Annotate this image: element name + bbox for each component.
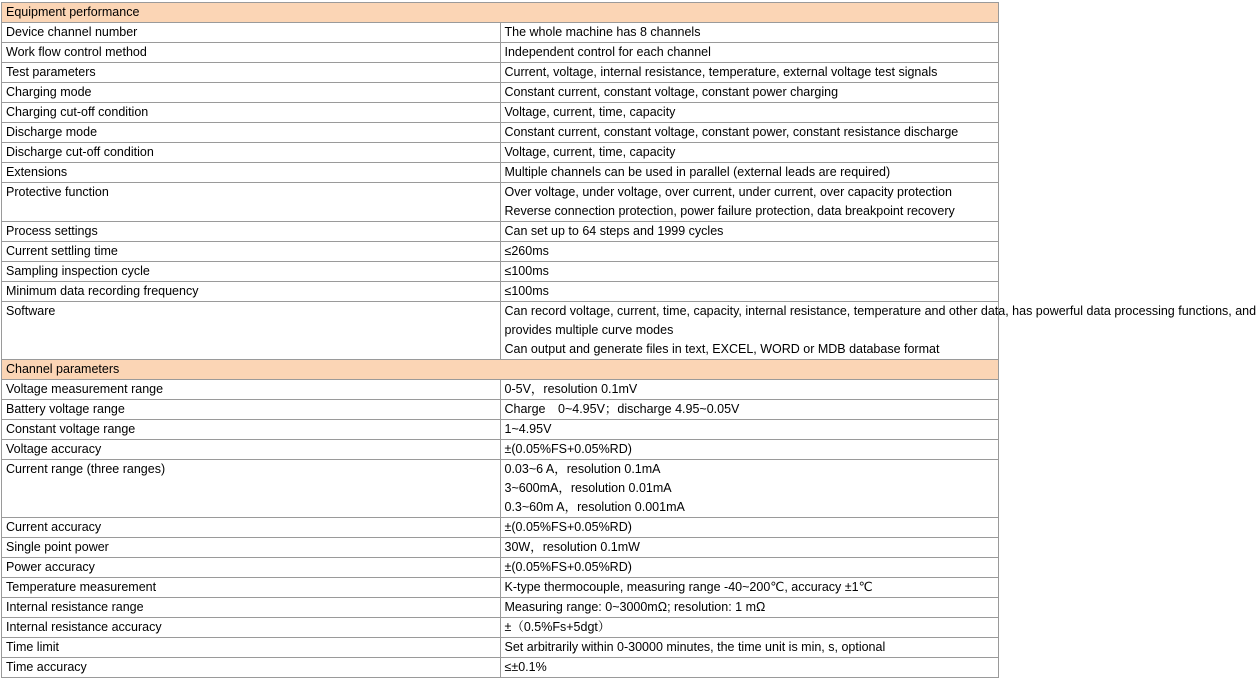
row-label: Device channel number bbox=[2, 23, 501, 43]
row-value bbox=[500, 123, 999, 143]
row-value-line: Voltage, current, time, capacity bbox=[504, 105, 676, 119]
row-value-line: ≤100ms bbox=[504, 284, 549, 298]
row-value-line: Measuring range: 0~3000mΩ; resolution: 1 mΩ bbox=[504, 600, 766, 614]
row-label: Extensions bbox=[2, 163, 501, 183]
row-label: Single point power bbox=[2, 538, 501, 558]
row-label: Minimum data recording frequency bbox=[2, 282, 501, 302]
row-label: Time limit bbox=[2, 638, 501, 658]
row-value bbox=[500, 163, 999, 183]
row-value bbox=[500, 598, 999, 618]
row-value-line: ±（0.5%Fs+5dgt） bbox=[504, 620, 611, 634]
row-value-line: 3~600mA，resolution 0.01mA bbox=[504, 481, 672, 495]
row-value-line: Over voltage, under voltage, over current, under current, over capacity protection bbox=[504, 185, 952, 199]
row-value bbox=[500, 103, 999, 123]
row-value-line: ≤260ms bbox=[504, 244, 549, 258]
row-value-line: Current, voltage, internal resistance, temperature, external voltage test signals bbox=[504, 65, 938, 79]
table-row bbox=[2, 163, 999, 183]
row-value bbox=[500, 538, 999, 558]
spec-table bbox=[1, 2, 1256, 678]
row-value-line: Can record voltage, current, time, capacity, internal resistance, temperature and other data, has powerful data processing functions, and bbox=[504, 304, 1256, 318]
table-row bbox=[2, 143, 999, 163]
row-value bbox=[500, 183, 999, 222]
table-row bbox=[2, 242, 999, 262]
row-value-line: Voltage, current, time, capacity bbox=[504, 145, 676, 159]
row-value-line: ≤100ms bbox=[504, 264, 549, 278]
row-value-line: 1~4.95V bbox=[504, 422, 552, 436]
row-label: Voltage accuracy bbox=[2, 440, 501, 460]
row-value bbox=[500, 83, 999, 103]
section-header-row bbox=[2, 360, 999, 380]
row-value-line: Independent control for each channel bbox=[504, 45, 711, 59]
table-row bbox=[2, 460, 999, 518]
table-row bbox=[2, 282, 999, 302]
row-label: Discharge cut-off condition bbox=[2, 143, 501, 163]
row-value bbox=[500, 143, 999, 163]
table-row bbox=[2, 183, 999, 222]
row-label: Process settings bbox=[2, 222, 501, 242]
row-value bbox=[500, 638, 999, 658]
section-header-row bbox=[2, 3, 999, 23]
row-label: Discharge mode bbox=[2, 123, 501, 143]
row-value bbox=[500, 63, 999, 83]
row-value-line: K-type thermocouple, measuring range -40~200℃, accuracy ±1℃ bbox=[504, 580, 873, 594]
row-value bbox=[500, 23, 999, 43]
row-value-line: Constant current, constant voltage, constant power charging bbox=[504, 85, 839, 99]
row-value bbox=[500, 222, 999, 242]
row-label: Charging cut-off condition bbox=[2, 103, 501, 123]
row-value bbox=[500, 440, 999, 460]
row-value bbox=[500, 558, 999, 578]
row-value bbox=[500, 518, 999, 538]
row-value bbox=[500, 460, 999, 518]
row-value bbox=[500, 578, 999, 598]
row-label: Power accuracy bbox=[2, 558, 501, 578]
row-value-line: Set arbitrarily within 0-30000 minutes, the time unit is min, s, optional bbox=[504, 640, 886, 654]
table-row bbox=[2, 83, 999, 103]
table-row bbox=[2, 420, 999, 440]
row-value bbox=[500, 282, 999, 302]
table-row bbox=[2, 598, 999, 618]
row-label: Test parameters bbox=[2, 63, 501, 83]
table-row bbox=[2, 302, 999, 360]
row-value bbox=[500, 420, 999, 440]
row-value-line: 0.03~6 A，resolution 0.1mA bbox=[504, 462, 661, 476]
table-row bbox=[2, 538, 999, 558]
row-label: Constant voltage range bbox=[2, 420, 501, 440]
row-value-line: Can output and generate files in text, EXCEL, WORD or MDB database format bbox=[504, 342, 940, 356]
row-value-line: Charge 0~4.95V；discharge 4.95~0.05V bbox=[504, 402, 740, 416]
table-row bbox=[2, 222, 999, 242]
row-label: Voltage measurement range bbox=[2, 380, 501, 400]
table-row bbox=[2, 123, 999, 143]
spec-table-body bbox=[2, 3, 1256, 678]
table-row bbox=[2, 618, 999, 638]
row-value bbox=[500, 43, 999, 63]
table-row bbox=[2, 262, 999, 282]
row-value bbox=[500, 302, 1256, 360]
row-label: Current settling time bbox=[2, 242, 501, 262]
row-value bbox=[500, 658, 999, 678]
row-value-line: provides multiple curve modes bbox=[504, 323, 674, 337]
row-value-line: ≤±0.1% bbox=[504, 660, 547, 674]
row-value-line: Constant current, constant voltage, constant power, constant resistance discharge bbox=[504, 125, 959, 139]
row-value-line: The whole machine has 8 channels bbox=[504, 25, 701, 39]
table-row bbox=[2, 440, 999, 460]
table-row bbox=[2, 658, 999, 678]
row-label: Temperature measurement bbox=[2, 578, 501, 598]
row-value bbox=[500, 400, 999, 420]
table-row bbox=[2, 558, 999, 578]
row-label: Internal resistance accuracy bbox=[2, 618, 501, 638]
table-row bbox=[2, 63, 999, 83]
table-row bbox=[2, 103, 999, 123]
row-value bbox=[500, 618, 999, 638]
row-value-line: 30W，resolution 0.1mW bbox=[504, 540, 640, 554]
row-label: Current accuracy bbox=[2, 518, 501, 538]
row-value bbox=[500, 242, 999, 262]
row-label: Work flow control method bbox=[2, 43, 501, 63]
row-value-line: Can set up to 64 steps and 1999 cycles bbox=[504, 224, 724, 238]
row-value bbox=[500, 262, 999, 282]
row-label: Sampling inspection cycle bbox=[2, 262, 501, 282]
row-value-line: Multiple channels can be used in parallel (external leads are required) bbox=[504, 165, 891, 179]
row-label: Internal resistance range bbox=[2, 598, 501, 618]
row-label: Protective function bbox=[2, 183, 501, 222]
row-value bbox=[500, 380, 999, 400]
table-row bbox=[2, 43, 999, 63]
row-label: Charging mode bbox=[2, 83, 501, 103]
section-title: Channel parameters bbox=[2, 360, 999, 380]
row-label: Battery voltage range bbox=[2, 400, 501, 420]
section-title: Equipment performance bbox=[2, 3, 999, 23]
table-row bbox=[2, 638, 999, 658]
row-value-line: 0.3~60m A，resolution 0.001mA bbox=[504, 500, 685, 514]
table-row bbox=[2, 400, 999, 420]
row-label: Time accuracy bbox=[2, 658, 501, 678]
table-row bbox=[2, 23, 999, 43]
row-value-line: ±(0.05%FS+0.05%RD) bbox=[504, 520, 632, 534]
row-value-line: ±(0.05%FS+0.05%RD) bbox=[504, 560, 632, 574]
row-value-line: ±(0.05%FS+0.05%RD) bbox=[504, 442, 632, 456]
row-value-line: 0-5V，resolution 0.1mV bbox=[504, 382, 638, 396]
row-label: Current range (three ranges) bbox=[2, 460, 501, 518]
row-value-line: Reverse connection protection, power failure protection, data breakpoint recovery bbox=[504, 204, 955, 218]
table-row bbox=[2, 518, 999, 538]
row-label: Software bbox=[2, 302, 501, 360]
table-row bbox=[2, 380, 999, 400]
table-row bbox=[2, 578, 999, 598]
